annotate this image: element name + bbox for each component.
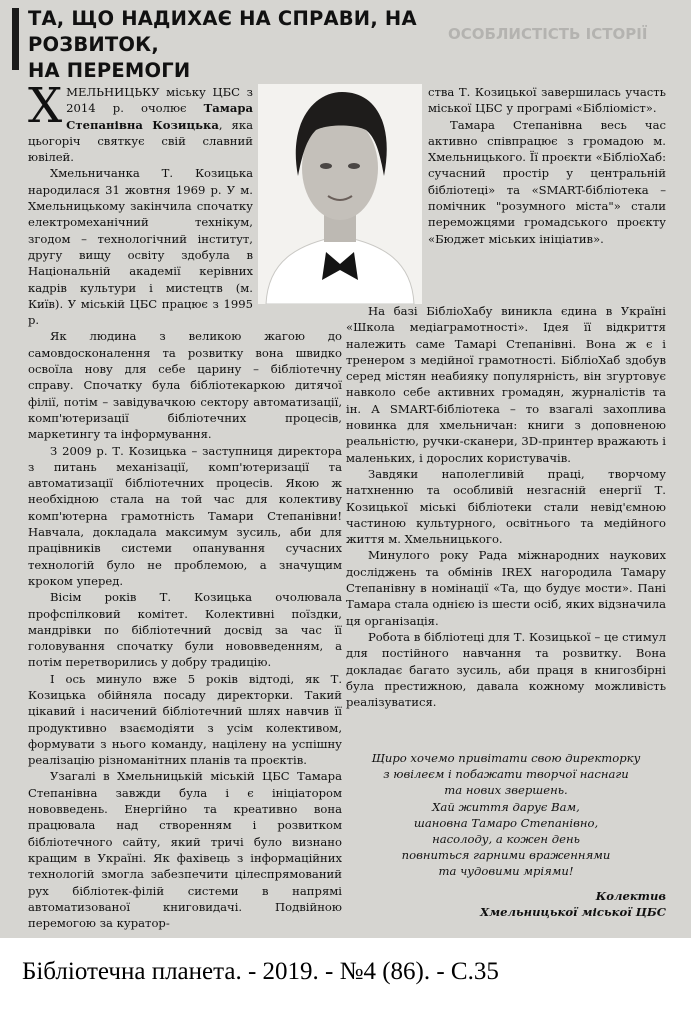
biography-text: Хмельничанка Т. Козицька народилася 31 жовтня 1969 р. У м. Хмельницькому закінчила спочатку електромеханічний технікум, згодом – технологічний інститут, другу вищу освіту здобула в Національній академії керівних кадрів культури і мистецтв (м. Київ). (28, 166, 253, 311)
greeting-line: та чудовими мріями! (438, 864, 574, 879)
greeting-line: Щиро хочемо привітати свою директорку (371, 751, 641, 765)
column-right (346, 303, 666, 710)
greeting-line: повниться гарними враженнями (401, 848, 611, 863)
paragraph-projects: Тамара Степанівна весь час активно співпрацює з громадою м. Хмельницького. Її проєкти «БібліоХаб: сучасний простір у центральній бібліотеці» та «SMART-бібліотека – помічник "розумного міста"» стали переможцями громадського проєкту «Бюджет міських ініціатив». (428, 117, 666, 246)
greeting-block (346, 750, 666, 880)
paragraph-intro (28, 78, 253, 165)
paragraph-bibliomist: ства Т. Козицької завершилась участь міської ЦБС у програмі «Бібліоміст». (428, 85, 666, 116)
paragraph-trade-union: Вісім років Т. Козицька очолювала профспілковий комітет. Колективні поїздки, мандрівки по бібліотечний досвід за час її головування спочатку були нововведенням, а потім перетворились у добру традицію. (28, 590, 342, 670)
intro-text-end: , яка цьогоріч святкує свій славний ювілей. (28, 117, 253, 165)
drop-cap: Х (28, 78, 63, 134)
paragraph-media-school: На базі БібліоХабу виникла єдина в Україні «Школа медіаграмотності». Ідея її відкриття належить саме Тамарі Степанівні. Вона ж є і тренером з медійної грамотності. БібліоХаб здобув серед містян неабияку популярність, він згуртовує навколо себе активних громадян, журналістів та ін. А SMART-бібліотека – то взагалі захоплива новинка для хмельничан: книги з доповненою реальністю, ручки-сканери, 3D-принтер вражають і маленьких, і дорослих користувачів. (346, 304, 666, 465)
paragraph-deputy: З 2009 р. Т. Козицька – заступниця директора з питань механізації, комп'ютеризації та автоматизації бібліотечних процесів. Якою ж необхідною стала на той час для колективу комп'ютерна грамотність Тамари Степанівни! Навчала, докладала максимум зусиль, аби для працівників системи опанування сучасних технологій було не проблемою, а значущим кроком уперед. (28, 443, 342, 588)
paragraph-biography (28, 165, 253, 328)
signature-line: Хмельницької міської ЦБС (480, 905, 666, 919)
paragraph-initiator: Узагалі в Хмельницькій міській ЦБС Тамара Степанівна завжди була і є ініціатором нововведень. Енергійно та креативно вона працювала над створенням і розвитком бібліотечного сайту, який тричі було визнано кращим в Україні. Як фахівець з інформаційних технологій змогла забезпечити цілеспрямований рух бібліотек-філій системи в напрямі автоматизованої книговидачі. Подвійною перемогою за куратор- (28, 769, 342, 931)
signature-block (346, 888, 666, 920)
greeting-line: та нових звершень. (444, 783, 568, 798)
title-line-2: НА ПЕРЕМОГИ (28, 59, 191, 82)
director-name: Тамара Степанівна Козицька (66, 101, 253, 132)
citation-caption: Бібліотечна планета. - 2019. - №4 (86). - С.35 (22, 958, 499, 985)
greeting-line: шановна Тамаро Степанівно, (413, 815, 599, 830)
bleed-through-heading: ОСОБЛИСТІСТЬ ІСТОРІЇ (448, 25, 648, 43)
greeting-line: з ювілеєм і побажати творчої наснаги (383, 767, 629, 782)
paragraph-irex: Минулого року Рада міжнародних наукових досліджень та обмінів IREX нагородила Тамару Степанівну в номінації «Та, що будує мости». Пані Тамара стала однією із шести осіб, яких відзначила ця організація. (346, 548, 666, 628)
column-right-top (428, 84, 666, 247)
column-left (28, 78, 342, 931)
paragraph-director: І ось минуло вже 5 років відтоді, як Т. Козицька обійняла посаду директорки. Такий цікавий і насичений бібліотечний шлях навчив її продуктивно взаємодіяти з усім колективом, формувати з нього команду, націлену на успішну реалізацію різноманітних планів та проєктів. (28, 671, 342, 768)
biography-years: У міській ЦБС працює з 1995 р. (28, 296, 253, 328)
paragraph-libraries: Завдяки наполегливій праці, творчому натхненню та особливій незгасній енергії Т. Козицької міські бібліотеки стали невід'ємною частиною культурного, освітнього та медійного життя м. Хмельницького. (346, 466, 666, 547)
paragraph-work: Робота в бібліотеці для Т. Козицької – це стимул для постійного навчання та розвитку. Вона докладає багато зусиль, аби праця в книгозбірні була престижною, давала кожному можливість реалізуватися. (346, 629, 666, 710)
article-title (28, 6, 448, 84)
intro-text: МЕЛЬНИЦЬКУ міську ЦБС з 2014 р. очолює (66, 85, 253, 116)
greeting-line: насолоду, а кожен день (432, 832, 580, 847)
paragraph-career-start: Як людина з великою жагою до самовдосконалення та розвитку вона швидко освоїла нову для себе царину – бібліотечну справу. Спочатку була бібліотекаркою дитячої філії, потім – завідувачкою сектору автоматизації, комп'ютеризації бібліотечних процесів, маркетингу та інформування. (28, 329, 342, 442)
signature-line: Колектив (595, 889, 666, 903)
title-accent-bar (12, 8, 19, 70)
title-line-1: ТА, ЩО НАДИХАЄ НА СПРАВИ, НА РОЗВИТОК, (28, 7, 417, 56)
greeting-line: Хай життя дарує Вам, (432, 799, 580, 814)
